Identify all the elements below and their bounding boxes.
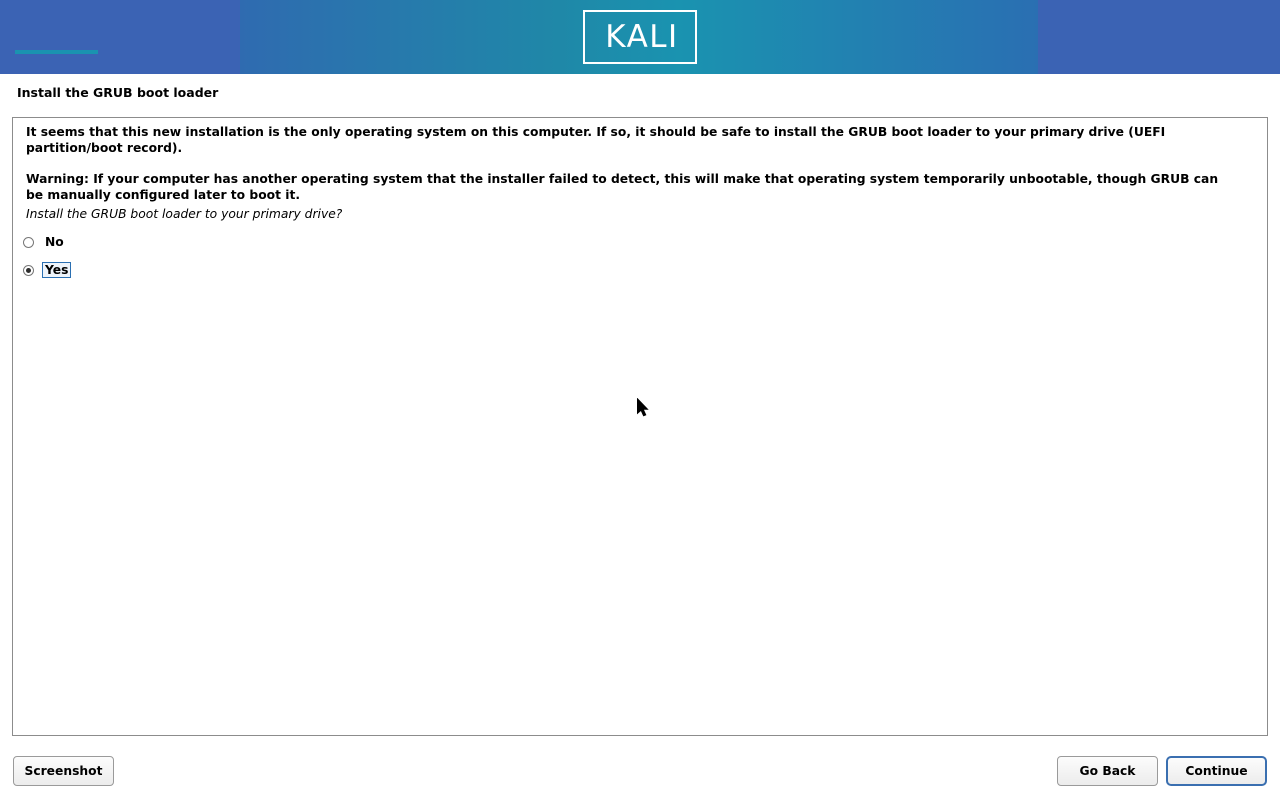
radio-label-no[interactable]: No [45, 235, 64, 249]
kali-logo [583, 10, 697, 64]
kali-logo-text: KALI [605, 19, 679, 55]
warning-paragraph: Warning: If your computer has another operating system that the installer failed to detect, this will make that operating system temporarily unbootable, though GRUB can be manually configured later to boot it. [26, 172, 1219, 202]
go-back-button[interactable]: Go Back [1057, 756, 1158, 786]
radio-option-no[interactable] [23, 232, 67, 252]
radio-icon-no[interactable] [23, 237, 34, 248]
page-title: Install the GRUB boot loader [17, 85, 219, 100]
question-label: Install the GRUB boot loader to your primary drive? [26, 207, 343, 221]
screenshot-button[interactable]: Screenshot [13, 756, 114, 786]
radio-option-yes[interactable] [23, 260, 71, 280]
dialog-content [12, 117, 1268, 736]
radio-icon-yes[interactable] [23, 265, 34, 276]
info-paragraph: It seems that this new installation is the only operating system on this computer. If so, it should be safe to install the GRUB boot loader to your primary drive (UEFI partition/boot record). [26, 125, 1166, 155]
radio-label-yes[interactable]: Yes [42, 262, 71, 278]
continue-button[interactable]: Continue [1166, 756, 1267, 786]
kali-logo-notch [15, 50, 98, 54]
kali-banner [0, 0, 1280, 74]
